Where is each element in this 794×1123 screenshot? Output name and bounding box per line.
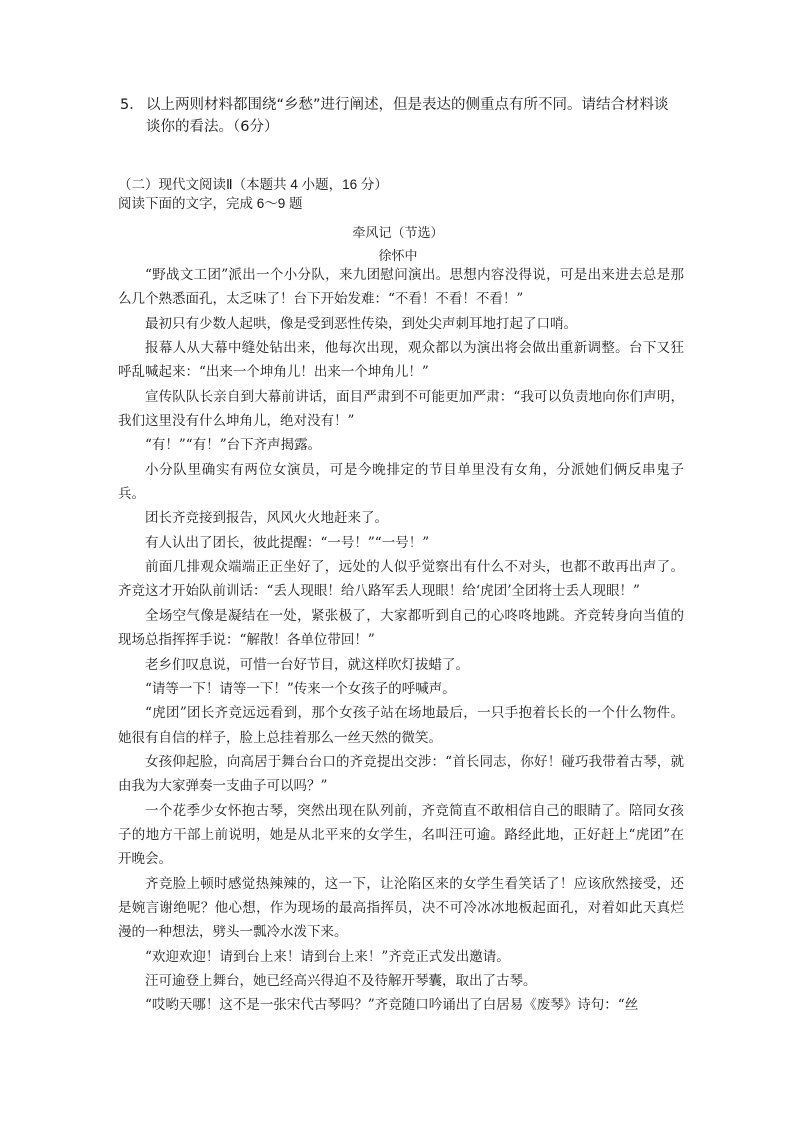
article-title: 牵风记（节选） <box>352 226 444 241</box>
question-5 <box>120 94 680 138</box>
article-body <box>118 263 684 1018</box>
section-instruction: 阅读下面的文字，完成 6～9 题 <box>118 196 303 211</box>
article-paragraph: “虎团”团长齐竞远远看到，那个女孩子站在场地最后，一只手抱着长长的一个什么物件。她很有自信的样子，脸上总挂着那么一丝天然的微笑。 <box>118 705 684 746</box>
article-author: 徐怀中 <box>378 249 418 264</box>
question-number: 5． <box>120 97 144 113</box>
article-paragraph: “有！”“有！”台下齐声揭露。 <box>145 437 322 454</box>
article-paragraph: 全场空气像是凝结在一处，紧张极了，大家都听到自己的心咚咚地跳。齐竞转身向当值的现场总指挥挥手说：“解散！各单位带回！” <box>118 607 684 649</box>
article-paragraph: 前面几排观众端端正正坐好了，远处的人似乎觉察出有什么不对头，也都不敢再出声了。齐竞这才开始队前训话：“丢人现眼！给八路军丢人现眼！给‘虎团’全团将士丢人现眼！” <box>118 559 684 600</box>
article-paragraph: 一个花季少女怀抱古琴，突然出现在队列前，齐竞简直不敢相信自己的眼睛了。陪同女孩子的地方干部上前说明，她是从北平来的女学生，名叫汪可逾。路经此地，正好赶上“虎团”在开晚会。 <box>118 802 684 868</box>
article-paragraph: 汪可逾登上舞台，她已经高兴得迫不及待解开琴囊，取出了古琴。 <box>145 972 537 989</box>
article-paragraph: “野战文工团”派出一个小分队，来九团慰问演出。思想内容没得说，可是出来进去总是那么几个熟悉面孔，太乏味了！台下开始发难：“不看！不看！不看！” <box>118 267 684 308</box>
article-paragraph: “欢迎欢迎！请到台上来！请到台上来！”齐竞正式发出邀请。 <box>145 948 510 965</box>
question-text: 以上两则材料都围绕“乡愁”进行阐述，但是表达的侧重点有所不同。请结合材料谈谈你的看法。（6分） <box>146 97 669 135</box>
article-paragraph: 最初只有少数人起哄，像是受到恶性传染，到处尖声刺耳地打起了口哨。 <box>145 315 577 332</box>
article-paragraph: 齐竞脸上顿时感觉热辣辣的，这一下，让沦陷区来的女学生看笑话了！应该欣然接受，还是婉言谢绝呢？他心想，作为现场的最高指挥员，决不可冷冰冰地板起面孔，对着如此天真烂漫的一种想法，劈头一瓢冷水泼下来。 <box>118 875 684 941</box>
article-paragraph: 老乡们叹息说，可惜一台好节目，就这样吹灯拔蜡了。 <box>145 656 469 673</box>
article-paragraph: 报幕人从大幕中缝处钻出来，他每次出现，观众都以为演出将会做出重新调整。台下又狂呼乱喊起来：“出来一个坤角儿！出来一个坤角儿！” <box>118 340 684 381</box>
article-paragraph: 宣传队队长亲自到大幕前讲话，面目严肃到不可能更加严肃：“我可以负责地向你们声明，我们这里没有什么坤角儿，绝对没有！” <box>118 388 684 430</box>
article-paragraph: 小分队里确实有两位女演员，可是今晚排定的节目单里没有女角，分派她们俩反串鬼子兵。 <box>118 461 684 503</box>
article-paragraph: 有人认出了团长，彼此提醒：“一号！”“一号！” <box>145 534 430 551</box>
article-paragraph: 女孩仰起脸，向高居于舞台台口的齐竞提出交涉：“首长同志，你好！碰巧我带着古琴，就由我为大家弹奏一支曲子可以吗？” <box>118 753 684 795</box>
article-paragraph: 团长齐竞接到报告，风风火火地赶来了。 <box>145 510 388 527</box>
section-heading: （二）现代文阅读Ⅱ（本题共 4 小题，16 分） <box>118 177 388 192</box>
article-paragraph: “请等一下！请等一下！”传来一个女孩子的呼喊声。 <box>145 680 456 697</box>
article-paragraph: “哎哟天哪！这不是一张宋代古琴吗？”齐竞随口吟诵出了白居易《废琴》诗句：“丝 <box>145 997 639 1014</box>
